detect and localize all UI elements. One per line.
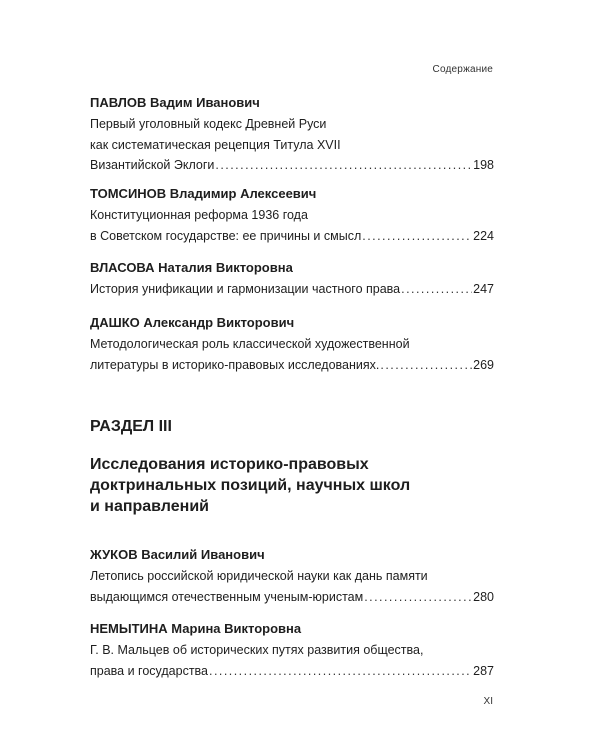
section-title-line: Исследования историко-правовых [90, 456, 369, 473]
running-head: Содержание [432, 64, 493, 75]
toc-page-number: 269 [473, 357, 494, 372]
toc-author: ТОМСИНОВ Владимир Алексеевич [90, 186, 317, 201]
toc-title-line: Конституционная реформа 1936 года [90, 208, 308, 222]
toc-entry [90, 314, 494, 375]
toc-title-line: Г. В. Мальцев об исторических путях развития общества, [90, 643, 424, 657]
toc-page-number: 280 [473, 589, 494, 604]
dot-leader [380, 355, 472, 376]
toc-title-line: Методологическая роль классической художественной [90, 337, 410, 351]
dot-leader [215, 155, 472, 176]
toc-title-line: права и государства [90, 663, 208, 678]
section-title-line: доктринальных позиций, научных школ [90, 477, 411, 494]
toc-last-line [90, 587, 494, 608]
toc-entry [90, 185, 494, 246]
toc-title-line: История унификации и гармонизации частного права [90, 282, 401, 296]
toc-author: НЕМЫТИНА Марина Викторовна [90, 621, 302, 636]
section-label: РАЗДЕЛ III [90, 418, 172, 435]
toc-entry [90, 259, 494, 300]
toc-author: ВЛАСОВА Наталия Викторовна [90, 260, 293, 275]
page-number: XI [483, 696, 493, 707]
toc-last-line [90, 155, 494, 176]
section-title [90, 454, 494, 517]
toc-entry [90, 546, 494, 607]
toc-title-line: Византийской Эклоги [90, 158, 215, 172]
toc-title-line: Первый уголовный кодекс Древней Руси [90, 117, 327, 131]
toc-last-line [90, 661, 494, 682]
toc-entry [90, 94, 494, 176]
toc-title-line: как систематическая рецепция Титула XVII [90, 137, 341, 152]
toc-last-line [90, 279, 494, 300]
toc-entry [90, 620, 494, 681]
toc-title-line: Летопись российской юридической науки как дань памяти [90, 569, 428, 583]
dot-leader [209, 661, 472, 682]
toc-page-number: 198 [473, 158, 494, 172]
toc-author: ЖУКОВ Василий Иванович [90, 547, 265, 562]
toc-title-line: в Советском государстве: ее причины и смысл [90, 228, 362, 243]
toc-author: ДАШКО Александр Викторович [90, 315, 295, 330]
toc-page-number: 287 [473, 663, 494, 678]
dot-leader [364, 587, 472, 608]
toc-title-line: выдающимся отечественным ученым-юристам [90, 589, 364, 604]
toc-title-line: литературы в историко-правовых исследованиях. [90, 357, 380, 372]
toc-last-line [90, 226, 494, 247]
dot-leader [401, 279, 472, 300]
toc-author: ПАВЛОВ Вадим Иванович [90, 95, 260, 110]
dot-leader [362, 226, 472, 247]
section-title-line: и направлений [90, 498, 209, 515]
toc-last-line [90, 355, 494, 376]
toc-page-number: 247 [473, 282, 494, 296]
toc-page-number: 224 [473, 228, 494, 243]
